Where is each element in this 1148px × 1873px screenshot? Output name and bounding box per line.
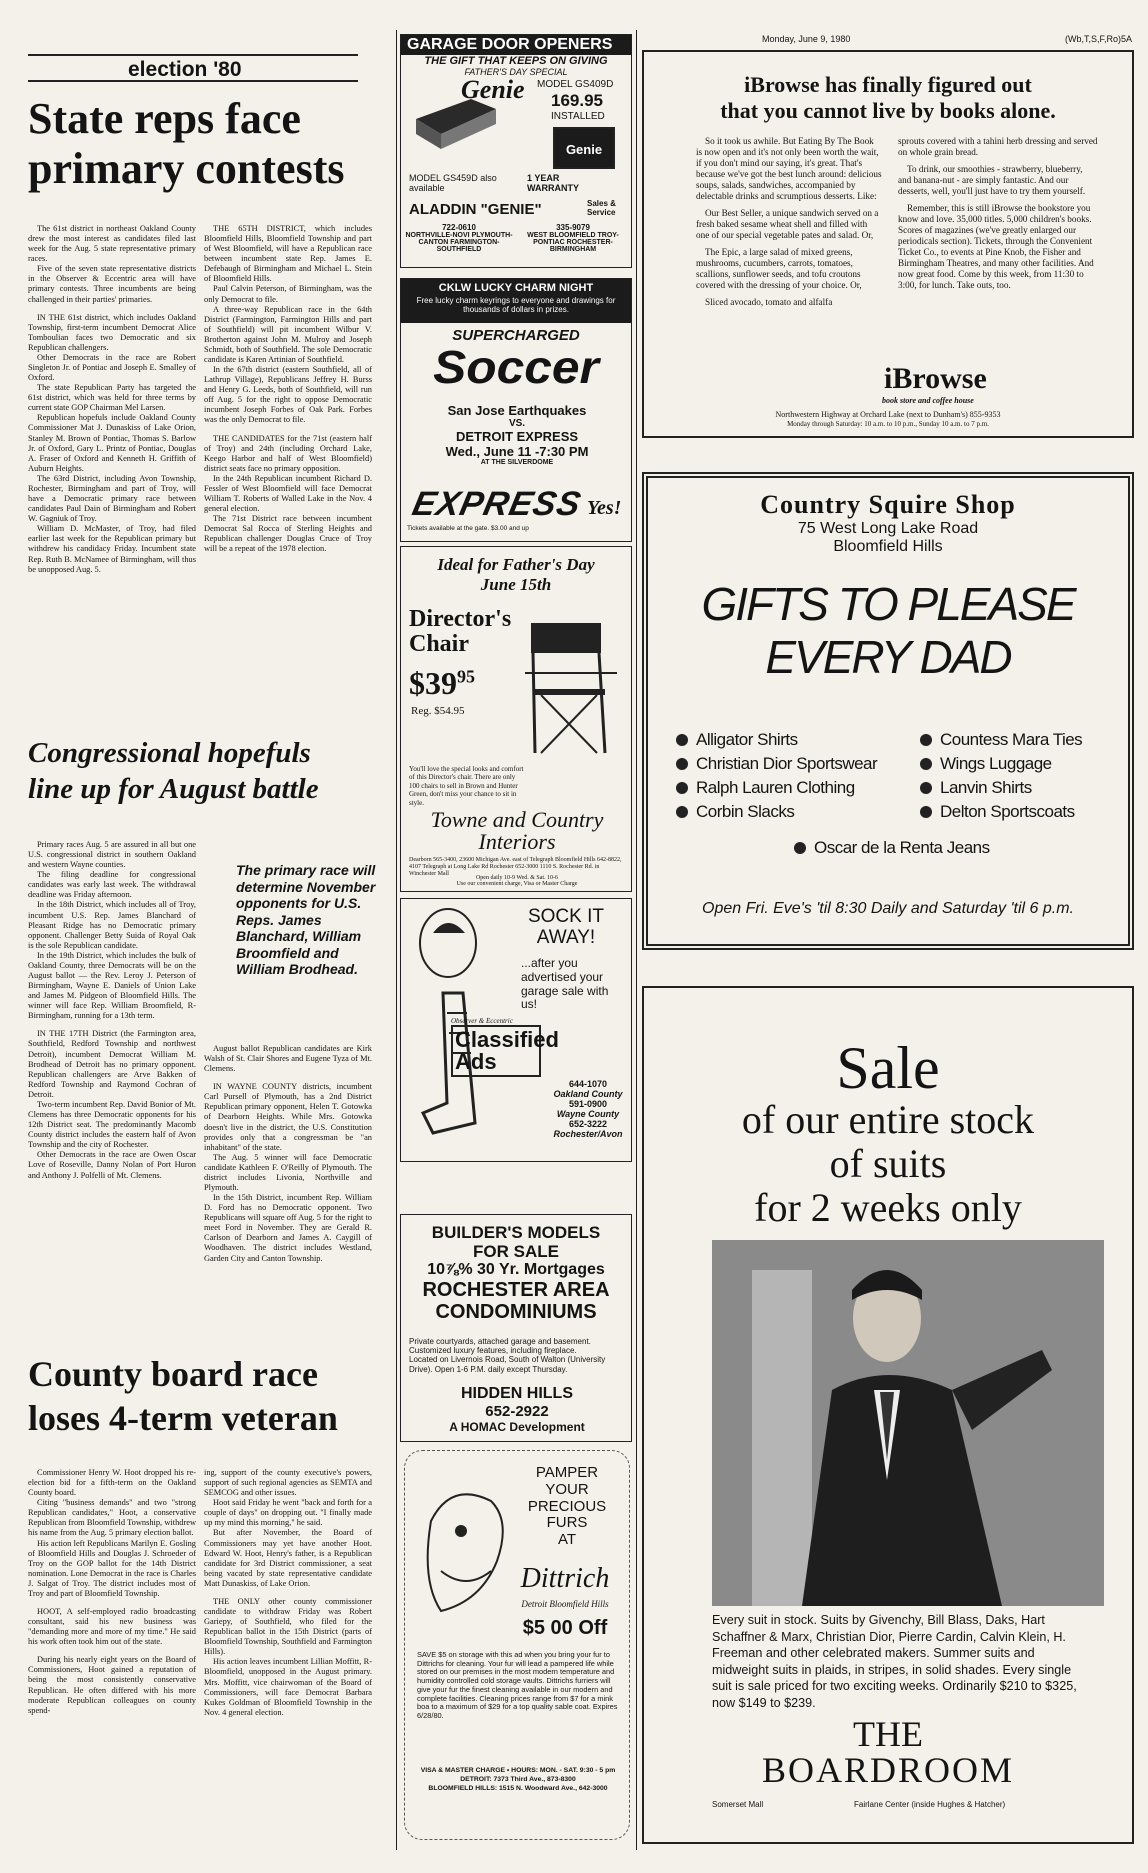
- paragraph: IN THE 61st district, which includes Oakland Township, first-term incumbent Democrat Alice Tomboulian faces two Democratic and six Republican challengers.: [28, 312, 196, 352]
- headline-line: primary contests: [28, 144, 345, 194]
- section-banner: [28, 54, 358, 82]
- headline-line: ROCHESTER AREA: [422, 1278, 610, 1301]
- ad-title: GARAGE DOOR OPENERS: [401, 35, 631, 55]
- headline-line: 10⅞% 30 Yr. Mortgages: [427, 1261, 605, 1279]
- soccer-logo: [409, 327, 623, 407]
- list-item: [920, 778, 1120, 798]
- express-logo: EXPRESS: [409, 485, 585, 523]
- bullet-icon: [676, 806, 688, 818]
- list-item-label: Christian Dior Sportswear: [696, 754, 878, 773]
- boardroom-body: Every suit in stock. Suits by Givenchy, Bill Blass, Daks, Hart Schaffner & Marx, Christian Dior, Pierre Cardin, Calvin Klein, H. Freeman and other celebrated makers. Summer suits and midweight suits in plaids, in stripes, in solid shades. Every single suit is sale priced for two exciting weeks. Ordinarily $210 to $325, now $149 to $239.: [712, 1613, 1077, 1711]
- tag-line: EVERY DAD: [765, 630, 1011, 683]
- genie-badge: Genie: [553, 127, 615, 169]
- tickets-note: Tickets available at the gate. $3.00 and up: [407, 525, 529, 532]
- headline-line: Congressional hopefuls: [28, 737, 311, 769]
- fur-illustration-icon: [411, 1461, 521, 1641]
- boardroom-loc: Somerset Mall: [712, 1800, 764, 1809]
- paragraph: In the 19th District, which includes the bulk of Oakland County, three Democrats will be on the August ballot — the Rev. Leroy J. Peterson of Birmingham, Wayne E. Daniels of Union Lake and James M. Pidgeon of Bloomfield Hills. The winner will face Rep. William Broomfield, R-Birmingham, running for a 13th term.: [28, 950, 196, 1021]
- warranty: 1 YEAR WARRANTY: [527, 173, 579, 193]
- paragraph: But after November, the Board of Commissioners may yet have another Hoot. Edward W. Hoot, Henry's father, is a Republican candidate for 3rd District commissioner, a seat being vacated by state representative candidate Matt Dunaskiss, of Lake Orion.: [204, 1528, 372, 1588]
- development-name: HIDDEN HILLS: [461, 1385, 573, 1402]
- paragraph: August ballot Republican candidates are Kirk Walsh of St. Clair Shores and Eugene Tyza of Mt. Clemens.: [204, 1044, 372, 1074]
- fur-contact: [415, 1767, 621, 1793]
- paragraph: The Aug. 5 winner will face Democratic candidate Kathleen F. O'Reilly of Plymouth. The district includes Livonia, Northville and Plymouth.: [204, 1152, 372, 1193]
- paragraph: Paul Calvin Peterson, of Birmingham, was the only Democrat to file.: [204, 284, 372, 304]
- squire-hours: Open Fri. Eve's 'til 8:30 Daily and Saturday 'til 6 p.m.: [702, 900, 1074, 917]
- boardroom-logo: [644, 1716, 1132, 1788]
- article3-col1: [28, 1468, 196, 1716]
- bullet-icon: [920, 782, 932, 794]
- headline-line: PRECIOUS: [527, 1497, 607, 1515]
- squire-address: 75 West Long Lake Road: [797, 520, 979, 537]
- model-alt: MODEL GS459D also available: [409, 173, 497, 193]
- paragraph: IN THE 17TH District (the Farmington area, Southfield, Redford Township and northwest Detroit), incumbent Democrat William M. Brodhead of Detroit has no primary opponent. Republican challengers are Arve Bakken of Redford Township and Raymond Cochran of Detroit.: [28, 1029, 196, 1099]
- sock-headline: [511, 907, 621, 949]
- paragraph: In the 67th district (eastern Southfield, all of Lathrup Village), Republicans Jeffrey H. Burss and Henry G. Leeds, both of Southfield, will run off Aug. 5 for the right to oppose Democratic incumbent Joseph Forbes of Oak Park. Forbes was the only Democrat to file.: [204, 365, 372, 425]
- headline-line: State reps face: [28, 94, 301, 143]
- squire-list-left: [676, 730, 896, 826]
- paragraph: THE CANDIDATES for the 71st (eastern half of Troy) and 24th (including Orchard Lake, Keego Harbor and half of West Bloomfield) district seats face no primary opposition.: [204, 433, 372, 473]
- ad-builder-models: [400, 1214, 632, 1442]
- column-rule: [636, 30, 637, 1850]
- ibrowse-contact: [644, 410, 1132, 428]
- areas: WEST BLOOMFIELD TROY-PONTIAC ROCHESTER-BIRMINGHAM: [527, 232, 619, 253]
- sale-line: for 2 weeks only: [754, 1185, 1022, 1230]
- hours: Monday through Saturday: 10 a.m. to 10 p.m., Sunday 10 a.m. to 7 p.m.: [787, 419, 989, 428]
- store-hours: [401, 875, 633, 887]
- ad-directors-chair: [400, 546, 632, 892]
- list-item: [676, 754, 896, 774]
- ibrowse-logo-sub: book store and coffee house: [882, 396, 974, 405]
- sock-body: ...after you advertised your garage sale with us!: [521, 956, 609, 1012]
- builder-body: [409, 1337, 625, 1374]
- headline-line: AWAY!: [536, 926, 596, 948]
- headline-line: BUILDER'S MODELS: [431, 1223, 601, 1242]
- paragraph: A three-way Republican race in the 64th District (Farmington, Farmington Hills and part of Southfield) will pit incumbent Wilbur V. Brotherton against John M. Mulroy and Joseph Schmidt, both of Southfield. The sole Democratic candidate is Karen Artinian of Southfield.: [204, 304, 372, 365]
- store-line: Towne and Country: [430, 807, 604, 832]
- yes-logo: Yes!: [587, 497, 622, 519]
- phone: 335-9079: [556, 223, 590, 232]
- list-item: [794, 838, 1034, 858]
- headline-line: line up for August battle: [28, 773, 319, 806]
- team-home: San Jose Earthquakes: [447, 403, 587, 418]
- headline-line: SOCK IT: [527, 906, 604, 927]
- bullet-icon: [794, 842, 806, 854]
- column-rule: [396, 30, 397, 1850]
- fur-headline: [509, 1465, 625, 1549]
- brand: Classified Ads: [451, 1025, 541, 1077]
- paragraph: Private courtyards, attached garage and basement. Customized luxury features, including fireplace.: [409, 1337, 591, 1356]
- ad-fur-storage: [404, 1450, 630, 1840]
- edition-code: (Wb,T,S,F,Ro)5A: [1064, 34, 1132, 44]
- paragraph: Other Democrats in the race are Owen Oscar Love of Roseville, Danny Nolan of Port Huron and Anthony J. Polfelli of Mt. Clemens.: [28, 1150, 196, 1180]
- ibrowse-col2: [898, 136, 1098, 291]
- dittrich-cities: Detroit Bloomfield Hills: [521, 1599, 609, 1609]
- list-item-label: Wings Luggage: [940, 754, 1052, 773]
- list-item: [920, 754, 1120, 774]
- paragraph: William D. McMaster, of Troy, had filed earlier last week for the Republican primary but withdrew his candidacy Friday. Incumbent state Rep. Ruth B. McNamee of Birmingham, will thus be unopposed Aug. 5.: [28, 524, 196, 574]
- paragraph: HOOT, A self-employed radio broadcasting consultant, said his new business was "demanding more and more of my time." He said his work often took him out of the state.: [28, 1607, 196, 1647]
- genie-logo: Genie: [461, 75, 525, 104]
- model-number: MODEL GS409D: [537, 79, 614, 90]
- headline-line: CONDOMINIUMS: [435, 1301, 597, 1324]
- paragraph: ing, support of the county executive's powers, support of such regional agencies as SEMTA and SEMCOG and other issues.: [204, 1468, 372, 1498]
- headline-line: PAMPER: [535, 1464, 599, 1481]
- paragraph: Our Best Seller, a unique sandwich served on a fresh baked sesame wheat shell and filled with one of our special vegetable pates and salad. Or,: [696, 208, 879, 241]
- paragraph: Sliced avocado, tomato and alfalfa: [705, 297, 833, 308]
- squire-city: Bloomfield Hills: [833, 538, 943, 555]
- article1-col2: [204, 224, 372, 555]
- ibrowse-logo: iBrowse: [884, 362, 987, 395]
- matchup: [401, 403, 633, 466]
- paragraph: In the 24th Republican incumbent Richard D. Fessler of West Bloomfield will face Democrat William T. Roberts of Walled Lake in the Nov. 4 general election.: [204, 473, 372, 514]
- fur-offer: $5 00 Off: [522, 1617, 608, 1639]
- address: BLOOMFIELD HILLS: 1515 N. Woodward Ave., 642-3000: [428, 1784, 608, 1792]
- article2-col2: [204, 1044, 372, 1264]
- list-item-label: Alligator Shirts: [696, 730, 798, 749]
- tag-line: GIFTS TO PLEASE: [701, 578, 1075, 630]
- pull-quote: The primary race will determine November opponents for U.S. Reps. James Blanchard, William Broomfield and William Brodhead.: [236, 862, 376, 978]
- paragraph: Republican hopefuls include Oakland County Commissioner Mat J. Dunaskiss of Lake Orion, Stanley M. Brown of Pontiac, Thomas S. Barlow Jr. of Oxford, Gary L. Printz of Pontiac, Douglas A. Fraser of Oxford and Kenneth H. Griffith of Auburn Heights.: [28, 413, 196, 473]
- list-item: [676, 730, 896, 750]
- paragraph: Five of the seven state representative districts in the Observer & Eccentric area will have primary contests. Three incumbents are being challenged in their parties' primaries.: [28, 264, 196, 304]
- hours: Open daily 10-9 Wed. & Sat. 10-6: [475, 875, 559, 881]
- man-in-suit-icon: [712, 1240, 1104, 1606]
- price: 169.95: [551, 91, 603, 110]
- ad-soccer: [400, 278, 632, 542]
- logo-line: BOARDROOM: [761, 1750, 1015, 1790]
- headline-line: FOR SALE: [473, 1242, 559, 1262]
- squire-tagline: [648, 578, 1128, 684]
- paragraph: Two-term incumbent Rep. David Bonior of Mt. Clemens has three Democratic opponents for his 12th District seat. The predominantly Macomb County district includes the eastern half of Avon Township and the city of Rochester.: [28, 1099, 196, 1150]
- area: Wayne County: [556, 1109, 620, 1120]
- sale-line: of our entire stock: [741, 1097, 1035, 1142]
- headline-line: that you cannot live by books alone.: [720, 98, 1056, 124]
- paragraph: sprouts covered with a tahini herb dressing and served on whole grain bread.: [898, 136, 1098, 158]
- store-logo: [401, 809, 633, 853]
- paragraph: In the 15th District, incumbent Rep. William D. Ford has no Democratic opponent. Two Republicans will square off Aug. 5 for the right to meet Ford in November. They are Gerald R. Carlson of Dearborn and James A. Caygill of Woodhaven. The district includes Westland, Garden City and Canton Township.: [204, 1193, 372, 1263]
- supercharged-word: SUPERCHARGED: [452, 327, 580, 344]
- article1-headline: [28, 96, 368, 192]
- paragraph: Located on Livernois Road, South of Walton (University Drive). Open 1-6 P.M. daily except Thursday.: [409, 1355, 606, 1374]
- area: Oakland County: [553, 1089, 623, 1100]
- kicker-line: Ideal for Father's Day: [437, 555, 595, 574]
- paragraph: THE 65TH DISTRICT, which includes Bloomfield Hills, Bloomfield Township and part of West Bloomfield, will have a Republican race between incumbent state Rep. James E. Defebaugh of Birmingham and Michael L. Stein of Bloomfield Hills.: [204, 224, 372, 284]
- headline-line: iBrowse has finally figured out: [744, 72, 1032, 97]
- paragraph: The filing deadline for congressional candidates was early last week. The withdrawal deadline was Friday afternoon.: [28, 870, 196, 900]
- paragraph: In the 18th District, which includes all of Troy, incumbent U.S. Rep. James Blanchard of Pleasant Ridge has no Democratic primary opponent. Challenger Betty Suida of Royal Oak is the sole Republican candidate.: [28, 900, 196, 950]
- ad-boardroom: [642, 986, 1134, 1844]
- builder-contact: [401, 1385, 633, 1434]
- phone: 652-2922: [485, 1403, 549, 1420]
- brand-top: Observer & Eccentric: [451, 1017, 513, 1025]
- kicker: [401, 555, 631, 594]
- list-item: [920, 730, 1120, 750]
- phone: 644-1070: [568, 1079, 608, 1089]
- match-time: Wed., June 11 -7:30 PM: [445, 444, 589, 459]
- article2-col1: [28, 840, 196, 1181]
- headline-line: YOUR: [545, 1480, 589, 1498]
- ad-subtitle: FATHER'S DAY SPECIAL: [464, 67, 568, 77]
- squire-list-center: [794, 838, 1034, 862]
- paragraph: THE ONLY other county commissioner candidate to withdraw Friday was Robert Gariepy, of Southfield, who filed for the Republican ballot in the 15th District (parts of Bloomfield Township, Southfield and Farmington Hills).: [204, 1596, 372, 1657]
- article3-headline: [28, 1356, 378, 1438]
- paragraph: Other Democrats in the race are Robert Singleton Jr. of Pontiac and Joseph E. Smalley of Oxford.: [28, 352, 196, 383]
- developer: A HOMAC Development: [449, 1420, 585, 1434]
- date-line: Monday, June 9, 1980: [762, 34, 851, 44]
- article1-col1: [28, 224, 196, 575]
- banner-sub: Free lucky charm keyrings to everyone and drawings for thousands of dollars in prizes.: [416, 296, 616, 314]
- chair-title: Director's Chair: [409, 606, 512, 658]
- article3-col2: [204, 1468, 372, 1718]
- paragraph: Commissioner Henry W. Hoot dropped his re-election bid for a fifth-term on the Oakland County board.: [28, 1468, 196, 1498]
- store-line: Interiors: [478, 829, 556, 854]
- chair-blurb: You'll love the special looks and comfort of this Director's chair. There are only 100 chairs to sell in Brown and Hunter Green, don't miss your chance to sit in style.: [409, 765, 524, 807]
- list-item-label: Ralph Lauren Clothing: [696, 778, 855, 797]
- team-away: DETROIT EXPRESS: [455, 429, 579, 444]
- sale-word: Sale: [836, 1035, 940, 1101]
- area: Rochester/Avon: [553, 1129, 623, 1140]
- match-venue: AT THE SILVERDOME: [480, 459, 554, 466]
- squire-name: Country Squire Shop: [760, 490, 1016, 519]
- list-item-label: Corbin Slacks: [696, 802, 795, 821]
- article2-headline: [28, 738, 378, 805]
- banner-title: CKLW LUCKY CHARM NIGHT: [438, 282, 594, 294]
- soccer-word: Soccer: [433, 341, 599, 393]
- paragraph: His action leaves incumbent Lillian Moffitt, R-Bloomfield, unopposed in the August primary. Mrs. Moffitt, vice chairwoman of the Board of Commissioners, will face Democrat Barbara Kukes Goldman of Bloomfield Township in the Nov. 4 general election.: [204, 1657, 372, 1717]
- hours: VISA & MASTER CHARGE • HOURS: MON. - SAT. 9:30 - 5 pm: [420, 1767, 616, 1774]
- ad-garage-door: [400, 34, 632, 268]
- address: Northwestern Highway at Orchard Lake (next to Dunham's) 855-9353: [775, 410, 1001, 419]
- paragraph: Remember, this is still iBrowse the bookstore you know and love. 35,000 titles. 5,000 children's books. Scores of magazines (we've greatly enlarged our periodicals section). Tickets, through the Convenient Ticket Co., to events at Pine Knob, the Fisher and Birmingham Theatres, and many other facilities. And now great food. Come by this week, from 11:30 to 3:00, for lunch. Take outs, too.: [898, 203, 1094, 291]
- kicker-line: June 15th: [480, 574, 552, 594]
- paragraph: The 71st District race between incumbent Democrat Sal Rocca of Sterling Heights and Republican challenger Douglas Cruce of Troy will be a repeat of the 1978 election.: [204, 514, 372, 554]
- ad-subtitle: THE GIFT THAT KEEPS ON GIVING: [424, 55, 608, 67]
- ad-banner: [401, 279, 631, 323]
- dittrich-logo: Dittrich: [520, 1563, 610, 1594]
- sale-line: of suits: [829, 1141, 947, 1186]
- paragraph: Primary races Aug. 5 are assured in all but one U.S. congressional district in southern Oakland and western Wayne counties.: [28, 840, 196, 870]
- bullet-icon: [676, 782, 688, 794]
- list-item: [676, 802, 896, 822]
- phone-block: [517, 223, 629, 253]
- ad-classified: [400, 898, 632, 1162]
- bullet-icon: [920, 806, 932, 818]
- paragraph: So it took us awhile. But Eating By The Book is now open and it's not only been worth the wait, if you don't mind our saying, it's great. That's because we've got the best lunch around: delicious soups, salads, sandwiches, accompanied by delectable drinks and scrumptious desserts. Like:: [696, 136, 882, 202]
- ibrowse-headline: [644, 72, 1132, 125]
- regular-price: Reg. $54.95: [411, 705, 465, 717]
- paragraph: His action left Republicans Marilyn E. Gosling of Bloomfield Hills and Douglas J. Schroeder of Troy on the GOP ballot for the 14th District nomination. Lone Democrat in the race is Charles J. Salgat of Troy. The district includes most of Troy and part of Bloomfield Township.: [28, 1538, 196, 1598]
- builder-headline: [401, 1223, 631, 1324]
- running-head: [762, 34, 1132, 44]
- paragraph: Citing "business demands" and two "strong Republican candidates," Hoot, a conservative Republican from Bloomfield Township, withdrew his name from the Aug. 5 primary election ballot.: [28, 1498, 196, 1538]
- paragraph: IN WAYNE COUNTY districts, incumbent Carl Pursell of Plymouth, has a 2nd District Republican primary opponent, Helen T. Gotowka of Dearborn Heights. While Mrs. Gotowka doesn't live in the district, the U.S. Constitution provides only that a congressman be "an inhabitant" of the state.: [204, 1082, 372, 1152]
- paragraph: The state Republican Party has targeted the 61st district, which was held for three terms by current state GOP Chairman Mel Larsen.: [28, 383, 196, 413]
- bullet-icon: [920, 734, 932, 746]
- bullet-icon: [676, 758, 688, 770]
- ad-ibrowse: [642, 50, 1134, 438]
- headline-line: County board race: [28, 1354, 318, 1394]
- ad-country-squire: [642, 472, 1134, 950]
- dealer-tag: Sales & Service: [587, 199, 616, 217]
- installed: INSTALLED: [551, 111, 605, 122]
- paragraph: To drink, our smoothies - strawberry, blueberry, and banana-nut - are simply fantastic. And our desserts, well, you'll just have to try them yourself.: [898, 164, 1086, 197]
- list-item-label: Oscar de la Renta Jeans: [814, 838, 990, 857]
- classified-phones: [547, 1079, 629, 1139]
- paragraph: Hoot said Friday he went "back and forth for a couple of days" on dropping out. "I finally made up my mind this morning," he said.: [204, 1498, 372, 1528]
- list-item-label: Countess Mara Ties: [940, 730, 1083, 749]
- boardroom-loc: Fairlane Center (inside Hughes & Hatcher): [854, 1800, 1006, 1809]
- list-item-label: Lanvin Shirts: [940, 778, 1032, 797]
- headline-line: AT: [557, 1531, 577, 1549]
- ibrowse-col1: [696, 136, 882, 308]
- headline-line: loses 4-term veteran: [28, 1397, 338, 1438]
- paragraph: The Epic, a large salad of mixed greens, mushrooms, cucumbers, carrots, tomatoes, scallions, sunflower seeds, and tofu croutons covered with the dressing of your choice. Or,: [696, 247, 862, 291]
- phone-block: [405, 223, 513, 253]
- list-item: [676, 778, 896, 798]
- phone: 722-0610: [442, 223, 476, 232]
- address: DETROIT: 7373 Third Ave., 873-8300: [460, 1775, 576, 1783]
- headline-line: FURS: [546, 1514, 588, 1532]
- list-item: [920, 802, 1120, 822]
- areas: NORTHVILLE-NOVI PLYMOUTH-CANTON FARMINGTON-SOUTHFIELD: [405, 232, 513, 253]
- phone: 591-0900: [568, 1099, 608, 1110]
- phone: 652-3222: [568, 1119, 608, 1130]
- price-dollars: $39: [409, 665, 457, 701]
- charge: Use our convenient charge, Visa or Master Charge: [456, 881, 578, 887]
- list-item-label: Delton Sportscoats: [940, 802, 1075, 821]
- classified-logo: [451, 1017, 559, 1077]
- paragraph: The 63rd District, including Avon Township, Rochester, Birmingham and part of Troy, will have a Democratic primary race between candidates Paul Dain of Birmingham and Robert W. Gagniuk of Troy.: [28, 473, 196, 524]
- paragraph: The 61st district in northeast Oakland County drew the most interest as candidates filed last week for the Aug. 5 state representative primary races.: [28, 224, 196, 264]
- bullet-icon: [920, 758, 932, 770]
- store-addresses: Dearborn 565-3400, 23600 Michigan Ave. east of Telegraph Bloomfield Hills 642-8822, 4107 Telegraph at Long Lake Rd Rochester 652-3000 1110 S. Rochester Rd. in Winchester Mall: [409, 857, 622, 877]
- section-banner-label: election '80: [128, 58, 242, 81]
- fur-body: SAVE $5 on storage with this ad when you bring your fur to Dittrichs for cleaning. Your fur will lead a pampered life while stored on our premises in the most modern temperature and humidity controlled cold storage vaults. Dittrichs furriers will give your fur the finest cleaning available in our modern and complete facilities. Cleaning prices range from $7 for a mink boa to a maximum of $29 for a top quality sable coat. Expires 6/28/80.: [417, 1650, 618, 1721]
- model-photo: [712, 1240, 1104, 1606]
- dealer-name: ALADDIN "GENIE": [409, 201, 542, 218]
- paragraph: During his nearly eight years on the Board of Commissioners, Hoot gained a reputation of being the most consistently conservative Republican. He often differed with his more moderate Republican colleagues on county spend-: [28, 1655, 196, 1715]
- bullet-icon: [676, 734, 688, 746]
- squire-list-right: [920, 730, 1120, 826]
- chair-price: [409, 665, 475, 702]
- vs: VS.: [508, 418, 526, 429]
- logo-line: THE: [853, 1714, 923, 1754]
- chair-icon: [521, 613, 621, 763]
- price-cents: 95: [457, 666, 475, 687]
